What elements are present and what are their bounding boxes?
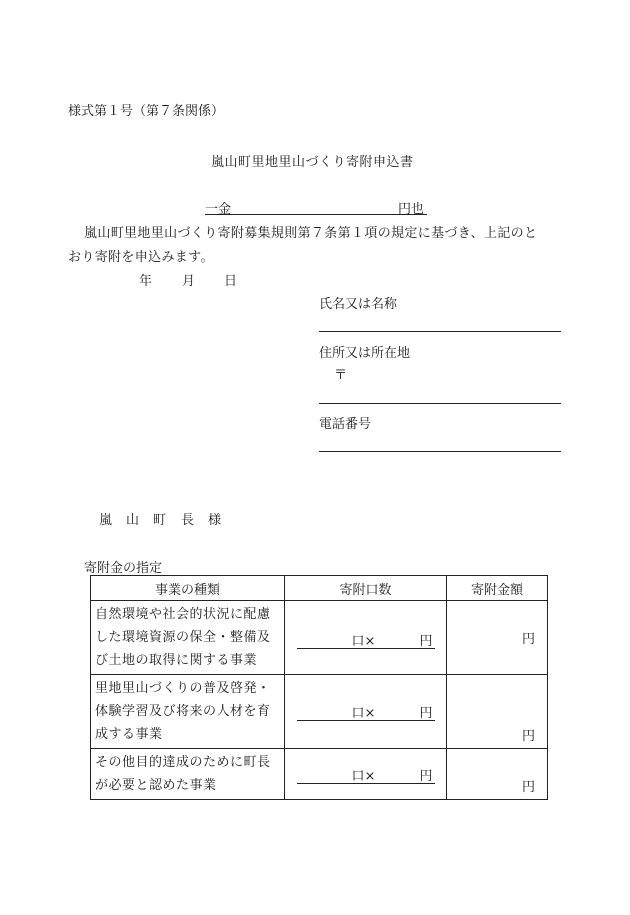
- document-title: 嵐山町里地里山づくり寄附申込書: [211, 155, 414, 170]
- phone-label: 電話番号: [319, 417, 372, 432]
- amount-cell[interactable]: [447, 601, 548, 675]
- project-type-line: 里地里山づくりの普及啓発・: [95, 681, 271, 696]
- name-label: 氏名又は名称: [319, 297, 398, 312]
- project-type-cell: [91, 675, 285, 749]
- header-project-type: 事業の種類: [91, 576, 285, 601]
- project-type-line: 成する事業: [95, 727, 163, 742]
- phone-line: [319, 451, 561, 452]
- name-line: [319, 331, 561, 332]
- header-amount: 寄附金額: [447, 576, 548, 601]
- table-row: [91, 749, 548, 800]
- amount-cell[interactable]: [447, 749, 548, 800]
- body-text-line1: 嵐山町里地里山づくり寄附募集規則第７条第１項の規定に基づき、上記のと: [84, 226, 538, 241]
- amount-suffix: 円也: [398, 202, 425, 217]
- amount-yen-label: 円: [521, 729, 535, 744]
- body-text-line2: おり寄附を申込みます。: [68, 250, 214, 265]
- project-type-line: が必要と認めた事業: [95, 778, 217, 793]
- project-type-line: した環境資源の保全・整備及: [95, 630, 271, 645]
- header-units: 寄附口数: [285, 576, 447, 601]
- project-type-line: その他目的達成のために町長: [95, 755, 271, 770]
- recipient-char-1: 嵐: [99, 513, 113, 528]
- amount-cell[interactable]: [447, 675, 548, 749]
- table-header-row: [91, 576, 548, 601]
- units-field[interactable]: [297, 765, 435, 784]
- units-field[interactable]: [297, 630, 435, 649]
- project-type-line: 体験学習及び将来の人材を育: [95, 704, 271, 719]
- units-x-label: 口×: [351, 768, 376, 784]
- project-type-line: び土地の取得に関する事業: [95, 653, 258, 668]
- units-yen-label: 円: [419, 706, 433, 721]
- project-type-line: 自然環境や社会的状況に配慮: [95, 607, 271, 622]
- amount-prefix: 一金: [205, 202, 232, 217]
- units-x-label: 口×: [351, 706, 376, 721]
- postal-mark: 〒: [334, 368, 348, 383]
- table-row: [91, 675, 548, 749]
- units-x-label: 口×: [351, 634, 376, 649]
- designation-heading: 寄附金の指定: [84, 561, 163, 576]
- project-type-cell: [91, 601, 285, 675]
- recipient-char-4: 長: [181, 513, 195, 528]
- recipient-char-3: 町: [153, 513, 167, 528]
- amount-underline: [205, 214, 427, 215]
- recipient-char-2: 山: [126, 513, 140, 528]
- units-yen-label: 円: [419, 634, 433, 649]
- units-field[interactable]: [297, 702, 435, 721]
- form-number: 様式第１号（第７条関係）: [68, 104, 225, 119]
- address-label: 住所又は所在地: [319, 346, 411, 361]
- address-line: [319, 403, 561, 404]
- date-month-label: 月: [182, 274, 196, 289]
- units-cell[interactable]: [285, 601, 447, 675]
- date-year-label: 年: [139, 274, 153, 289]
- amount-yen-label: 円: [521, 632, 535, 647]
- units-cell[interactable]: [285, 675, 447, 749]
- recipient-char-5: 様: [208, 513, 222, 528]
- date-day-label: 日: [224, 274, 238, 289]
- amount-yen-label: 円: [521, 780, 535, 795]
- table-row: [91, 601, 548, 675]
- units-cell[interactable]: [285, 749, 447, 800]
- designation-table: [90, 575, 548, 800]
- project-type-cell: [91, 749, 285, 800]
- units-yen-label: 円: [419, 768, 433, 784]
